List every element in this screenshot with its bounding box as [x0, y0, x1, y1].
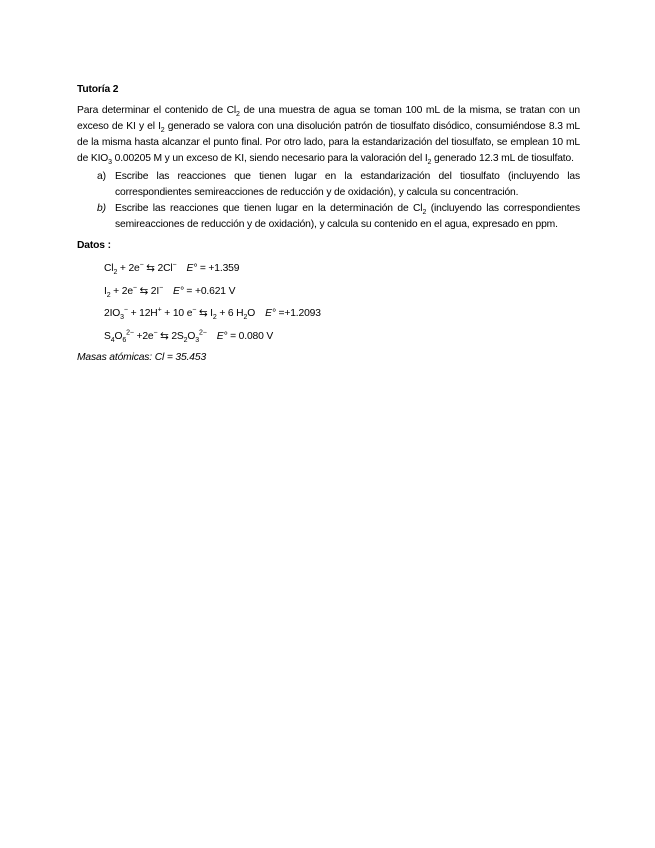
eq3-sup: +: [157, 306, 162, 314]
question-b-sub: 2: [422, 209, 427, 217]
question-b-text-2: (incluyendo las correspondientes semireacciones de reducción y de oxidación), y calcula su contenido en el agua, expresado en ppm.: [115, 203, 581, 230]
eq3-part: 2IO: [104, 308, 121, 319]
intro-sub-2: 2: [160, 127, 165, 135]
eq4-sub: 2: [183, 336, 188, 344]
intro-text-3: generado se valora con una disolución patrón de tiosulfato disódico, consumiéndose 8.3 mL de la misma hasta alcanzar el punto final. Por otro lado, para la estandarización del tiosulfato, se emplean 10 mL de KIO: [77, 121, 580, 164]
eq3-part: + 10 e: [161, 308, 193, 319]
eq4-e0-symbol: E°: [216, 330, 228, 342]
eq4-sub: 4: [110, 336, 115, 344]
question-list: [77, 169, 580, 233]
eq3-part: + 6 H: [216, 308, 244, 319]
equation-cl2: [104, 258, 580, 281]
eq4-sup: 2−: [126, 329, 134, 337]
eq1-value: = +1.359: [197, 263, 240, 274]
datos-heading: Datos :: [77, 240, 111, 251]
question-b-text: [115, 201, 580, 233]
eq4-part: S: [104, 330, 111, 342]
eq4-part: +2e: [133, 330, 154, 342]
eq1-part: Cl: [104, 263, 114, 274]
eq4-part: O: [114, 330, 123, 342]
eq3-e0-symbol: E°: [265, 308, 276, 319]
eq3-value: =+1.2093: [275, 308, 321, 319]
intro-text-2: de una muestra de agua se toman 100 mL de la misma, se tratan con un exceso de KI y el I: [77, 105, 580, 132]
eq1-part: + 2e: [117, 263, 140, 274]
equation-iodate: [104, 303, 580, 326]
question-b-label: b): [97, 203, 106, 214]
eq1-sup: −: [172, 261, 177, 269]
eq3-sub: 2: [212, 314, 217, 322]
intro-paragraph: [77, 103, 580, 167]
question-a: [77, 169, 580, 201]
eq3-part: O: [247, 308, 256, 319]
eq3-sup: −: [192, 306, 197, 314]
document-content: [77, 82, 580, 366]
eq4-value: = 0.080 V: [227, 330, 274, 342]
question-b-text-1: Escribe las reacciones que tienen lugar en la determinación de Cl: [115, 203, 423, 214]
eq2-e0-symbol: E°: [173, 285, 184, 297]
eq2-sup: −: [159, 284, 164, 292]
eq2-sub: 2: [106, 291, 111, 299]
eq1-e0-symbol: E°: [186, 263, 198, 274]
intro-text-1: Para determinar el contenido de Cl: [77, 105, 237, 116]
eq3-part: I: [210, 308, 213, 319]
eq2-part: ⇆ 2I: [136, 285, 160, 297]
eq2-sup: −: [132, 284, 137, 292]
eq4-sub: 6: [122, 336, 127, 344]
eq1-sub: 2: [113, 269, 118, 277]
page-title: Tutoría 2: [77, 84, 119, 95]
intro-text-5: generado 12.3 mL de tiosulfato.: [431, 153, 574, 164]
eq2-part: I: [104, 285, 107, 297]
eq4-part: O: [187, 330, 196, 342]
intro-sub-4: 2: [427, 159, 432, 167]
equation-tetrathionate: [104, 326, 580, 349]
intro-sub-3: 3: [108, 159, 112, 167]
intro-sub-1: 2: [236, 111, 240, 119]
eq4-part: ⇆ 2S: [157, 330, 184, 342]
eq3-sub: 3: [120, 314, 124, 322]
eq3-arrow: ⇆: [196, 308, 211, 319]
eq2-value: = +0.621 V: [183, 285, 236, 297]
eq4-sub: 3: [195, 336, 200, 344]
equation-i2: [104, 281, 580, 304]
question-b: [77, 201, 580, 233]
intro-text-4: 0.00205 M y un exceso de KI, siendo necesario para la valoración del I: [111, 153, 428, 164]
question-a-label: a): [97, 171, 106, 182]
eq3-part: + 12H: [127, 308, 158, 319]
eq3-sub: 2: [243, 314, 248, 322]
eq1-part: ⇆ 2Cl: [143, 263, 173, 274]
eq1-sup: −: [139, 261, 144, 269]
question-a-text: Escribe las reacciones que tienen lugar en la estandarización del tiosulfato (incluyendo las correspondientes semireacciones de reducción y de oxidación), y calcula su concentración.: [115, 171, 580, 198]
eq4-sup: 2−: [199, 329, 207, 337]
eq4-sup: −: [153, 329, 158, 337]
eq2-part: + 2e: [110, 285, 133, 297]
eq3-sup: −: [123, 306, 128, 314]
atomic-masses: Masas atómicas: Cl = 35.453: [77, 352, 207, 363]
